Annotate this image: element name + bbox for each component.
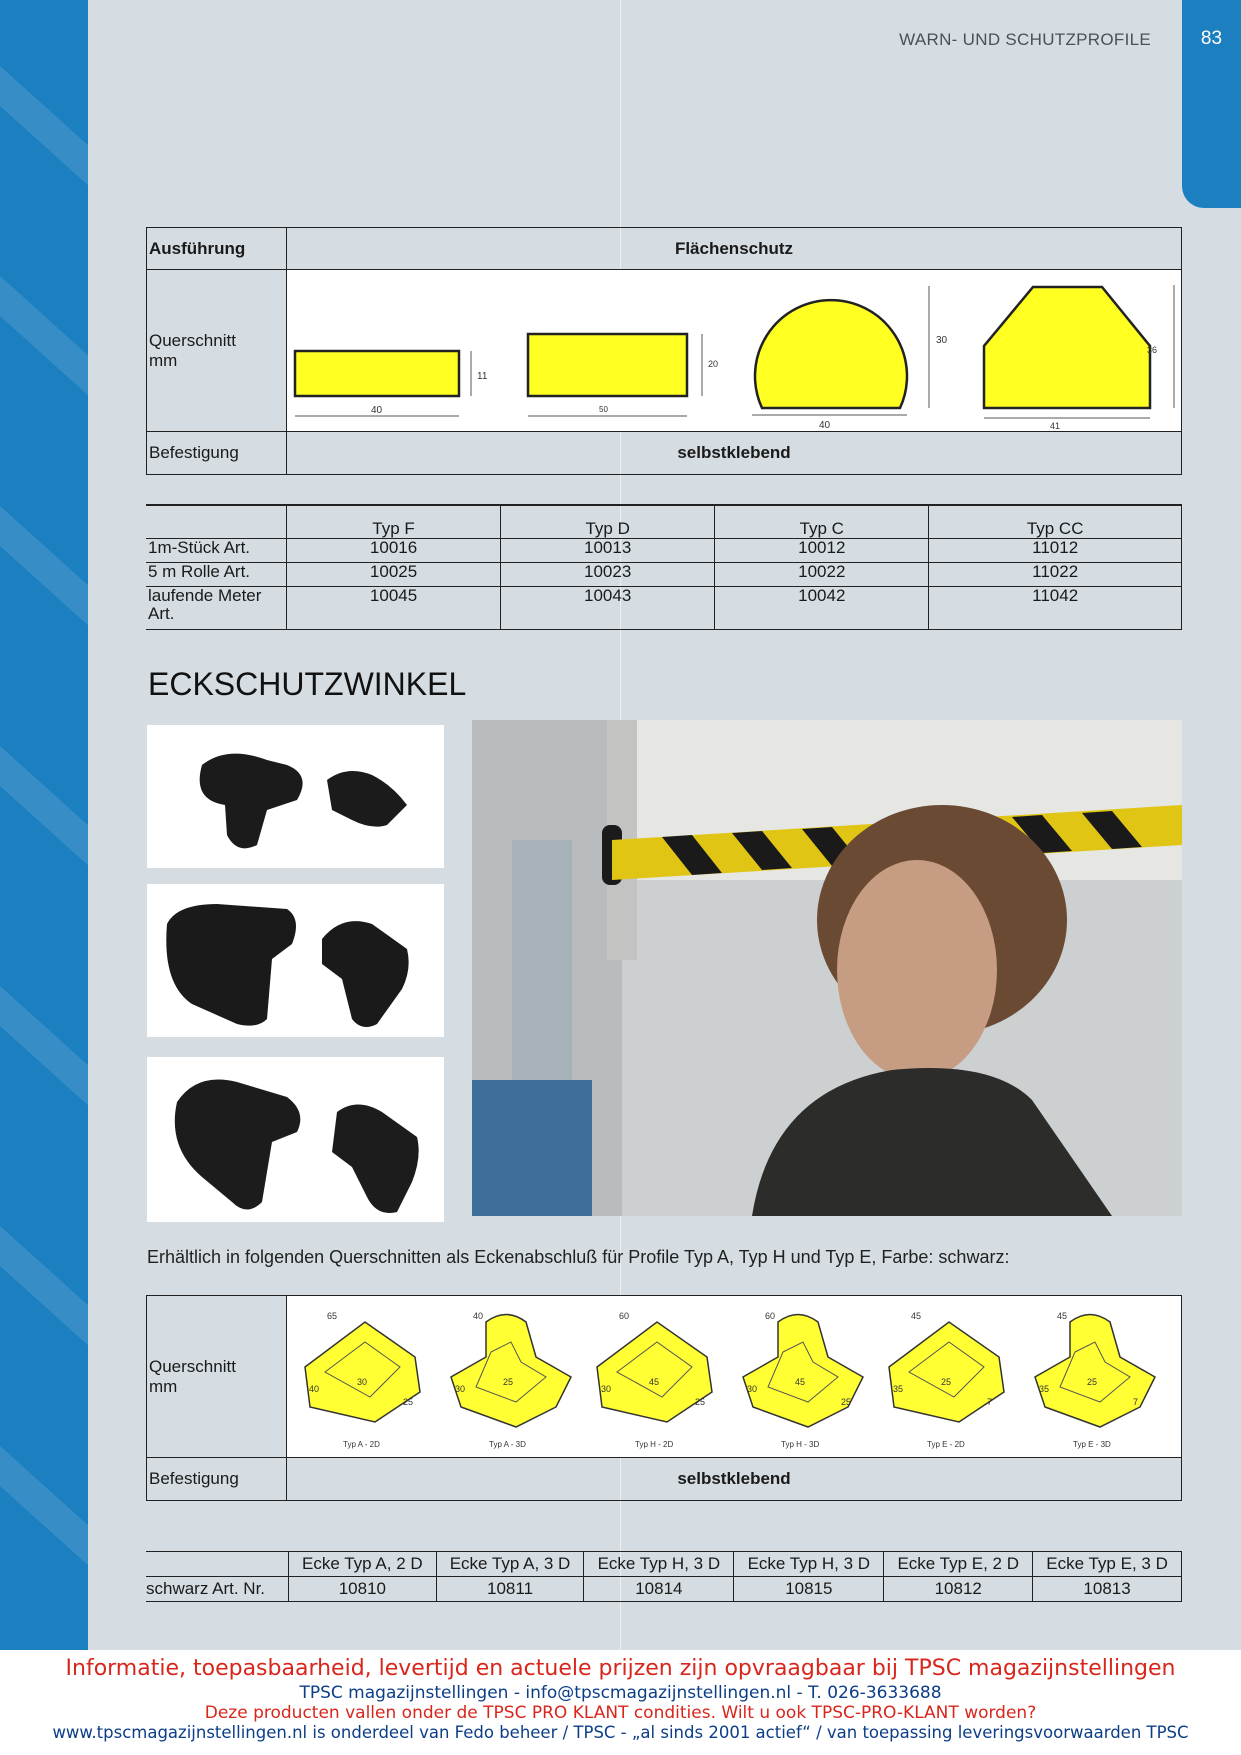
- befestigung-value: selbstklebend: [287, 432, 1182, 475]
- cross-section-typ-d: [528, 334, 718, 416]
- header-typ-d: Typ D: [501, 505, 715, 538]
- table-row: [146, 1577, 1182, 1602]
- article-header-empty: [146, 505, 287, 538]
- dim-label: 25: [841, 1396, 852, 1407]
- corner-drawing: [597, 1311, 712, 1449]
- cross-section-typ-cc: [984, 285, 1174, 431]
- corner-drawings: [287, 1296, 1182, 1458]
- querschnitt-label-line2: mm: [149, 350, 178, 370]
- corner-guard-photo-3: [147, 1057, 444, 1222]
- availability-caption: Erhältlich in folgenden Querschnitten als Eckenabschluß für Profile Typ A, Typ H und Typ E, Farbe: schwarz:: [147, 1247, 1010, 1267]
- cross-section-typ-c: [752, 286, 948, 431]
- table-row: [146, 586, 1182, 629]
- dim-label: 7: [1133, 1396, 1139, 1407]
- typ-c-width: 40: [819, 419, 831, 431]
- corner-type-label: Typ E - 3D: [1073, 1439, 1111, 1449]
- cell-value: 10043: [501, 586, 715, 629]
- cross-section-drawings: [287, 270, 1182, 432]
- querschnitt-label: [147, 270, 287, 432]
- header-ecke-a-2d: Ecke Typ A, 2 D: [289, 1552, 437, 1577]
- corner-type-label: Typ A - 2D: [343, 1439, 380, 1449]
- dim-label: 30: [601, 1383, 612, 1394]
- cell-value: 10016: [287, 538, 501, 562]
- dim-label: 25: [695, 1396, 706, 1407]
- row-label: laufende Meter Art.: [146, 586, 287, 629]
- header-typ-cc: Typ CC: [929, 505, 1182, 538]
- dim-label: 30: [747, 1383, 758, 1394]
- header-typ-f: Typ F: [287, 505, 501, 538]
- header-ecke-h-3d-2: Ecke Typ H, 3 D: [734, 1552, 884, 1577]
- dim-label: 7: [987, 1396, 993, 1407]
- page-number: 83: [1200, 28, 1223, 49]
- article-number-table: [146, 504, 1182, 630]
- flaechenschutz-table: [146, 227, 1182, 475]
- corner-shape: [1035, 1314, 1155, 1427]
- cell-value: 10042: [715, 586, 929, 629]
- cell-value: 11012: [929, 538, 1182, 562]
- cell-value: 10815: [734, 1577, 884, 1602]
- dim-label: 25: [1087, 1376, 1098, 1387]
- corner-shape: [889, 1322, 1004, 1422]
- left-decorative-band: [0, 0, 88, 1755]
- page-number-tab: [1182, 0, 1241, 208]
- typ-c-height: 30: [936, 334, 948, 346]
- ausfuehrung-label: Ausführung: [147, 228, 287, 270]
- footer-pro-klant-line: Deze producten vallen onder de TPSC PRO KLANT condities. Wilt u ook TPSC-PRO-KLANT worden?: [204, 1703, 1037, 1723]
- dim-label: 45: [795, 1376, 806, 1387]
- flaechenschutz-heading: Flächenschutz: [287, 228, 1182, 270]
- application-photo: [472, 720, 1182, 1216]
- dim-label: 60: [619, 1310, 630, 1321]
- cell-value: 10025: [287, 562, 501, 586]
- dim-label: 30: [357, 1376, 368, 1387]
- corner-drawing: [451, 1311, 571, 1449]
- dim-label: 25: [503, 1376, 514, 1387]
- dim-label: 65: [327, 1310, 338, 1321]
- footer-info-line: Informatie, toepasbaarheid, levertijd en actuele prijzen zijn opvraagbaar bij TPSC magazijnstellingen: [65, 1656, 1176, 1681]
- typ-f-height: 11: [477, 370, 488, 382]
- typ-cc-width: 41: [1050, 420, 1061, 431]
- befestigung-value-2: selbstklebend: [287, 1458, 1182, 1501]
- corner-drawing: [889, 1311, 1004, 1449]
- corner-drawing: [305, 1311, 420, 1449]
- cell-value: 10012: [715, 538, 929, 562]
- cell-value: 10814: [584, 1577, 734, 1602]
- header-ecke-e-2d: Ecke Typ E, 2 D: [884, 1552, 1033, 1577]
- corner-drawings-svg: [287, 1297, 1181, 1457]
- footer: [0, 1650, 1241, 1755]
- querschnitt-label-2: [147, 1296, 287, 1458]
- table-row: [146, 538, 1182, 562]
- querschnitt-label-line1: Querschnitt: [149, 330, 236, 350]
- typ-f-width: 40: [371, 404, 383, 416]
- corner-type-label: Typ E - 2D: [927, 1439, 965, 1449]
- header-ecke-e-3d: Ecke Typ E, 3 D: [1033, 1552, 1182, 1577]
- dim-label: 35: [893, 1383, 904, 1394]
- dim-label: 25: [941, 1376, 952, 1387]
- cell-value: 10045: [287, 586, 501, 629]
- corner-drawing: [743, 1311, 863, 1449]
- section-title: ECKSCHUTZWINKEL: [148, 666, 467, 702]
- querschnitt-label-line1: Querschnitt: [149, 1356, 236, 1376]
- corner-shape: [597, 1322, 712, 1422]
- dim-label: 40: [309, 1383, 320, 1394]
- typ-d-height: 20: [708, 358, 719, 369]
- corner-shape: [451, 1314, 571, 1427]
- typ-cc-height: 36: [1147, 344, 1158, 355]
- corner-shape: [305, 1322, 420, 1422]
- cell-value: 11022: [929, 562, 1182, 586]
- cross-section-typ-f: [295, 351, 488, 416]
- row-label: 5 m Rolle Art.: [146, 562, 287, 586]
- corner-guard-photo-2: [147, 884, 444, 1037]
- cell-value: 11042: [929, 586, 1182, 629]
- cell-value: 10812: [884, 1577, 1033, 1602]
- cell-value: 10023: [501, 562, 715, 586]
- row-label: 1m-Stück Art.: [146, 538, 287, 562]
- typ-d-width: 50: [599, 404, 608, 414]
- befestigung-label: Befestigung: [147, 432, 287, 475]
- page-header-title: WARN- UND SCHUTZPROFILE: [899, 30, 1151, 49]
- dim-label: 40: [473, 1310, 484, 1321]
- corner-shape: [743, 1314, 863, 1427]
- cell-value: 10811: [436, 1577, 584, 1602]
- corner-drawing: [1035, 1311, 1155, 1449]
- corner-type-label: Typ A - 3D: [489, 1439, 526, 1449]
- corner-article-table: [146, 1551, 1182, 1602]
- cell-value: 10810: [289, 1577, 437, 1602]
- corner-type-label: Typ H - 2D: [635, 1439, 674, 1449]
- befestigung-label-2: Befestigung: [147, 1458, 287, 1501]
- corner-header-empty: [146, 1552, 289, 1577]
- header-typ-c: Typ C: [715, 505, 929, 538]
- table-row: [146, 562, 1182, 586]
- dim-label: 45: [911, 1310, 922, 1321]
- header-ecke-h-3d: Ecke Typ H, 3 D: [584, 1552, 734, 1577]
- cell-value: 10813: [1033, 1577, 1182, 1602]
- header-ecke-a-3d: Ecke Typ A, 3 D: [436, 1552, 584, 1577]
- row-label: schwarz Art. Nr.: [146, 1577, 289, 1602]
- dim-label: 30: [455, 1383, 466, 1394]
- cell-value: 10022: [715, 562, 929, 586]
- corner-guard-photo-1: [147, 725, 444, 868]
- footer-company-line[interactable]: www.tpscmagazijnstellingen.nl is onderdeel van Fedo beheer / TPSC - „al sinds 2001 actief“ / van toepassing leveringsvoorwaarden TPSC: [52, 1723, 1189, 1742]
- dim-label: 35: [1039, 1383, 1050, 1394]
- dim-label: 45: [649, 1376, 660, 1387]
- eckschutz-table: [146, 1295, 1182, 1501]
- querschnitt-label-line2: mm: [149, 1376, 178, 1396]
- dim-label: 25: [403, 1396, 414, 1407]
- corner-type-label: Typ H - 3D: [781, 1439, 820, 1449]
- dim-label: 60: [765, 1310, 776, 1321]
- dim-label: 45: [1057, 1310, 1068, 1321]
- footer-contact-line[interactable]: TPSC magazijnstellingen - info@tpscmagazijnstellingen.nl - T. 026-3633688: [299, 1683, 942, 1703]
- cell-value: 10013: [501, 538, 715, 562]
